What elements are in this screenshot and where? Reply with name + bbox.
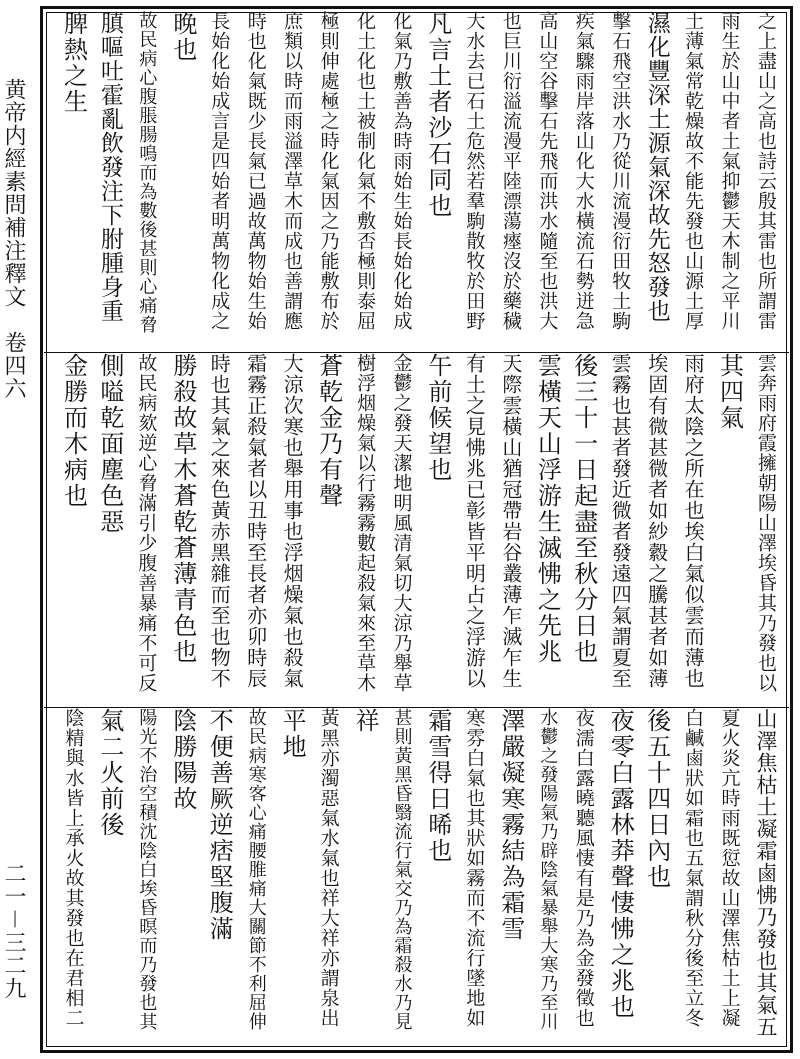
text-column: 金鬱之發天潔地明風清氣切大涼乃舉草 [390, 353, 413, 693]
text-panel-bottom [46, 708, 787, 1046]
text-column: 有土之見怫兆已彰皆平明占之浮游以 [462, 353, 487, 689]
text-column: 黃黑亦濁惡氣水氣也祥大祥亦謂泉出 [317, 708, 340, 1028]
text-column: 金勝而木病也 [59, 353, 88, 509]
text-column: 大水去已石土危然若羣駒散牧於田野 [463, 11, 486, 331]
text-column: 疾氣驟雨岸落山化大水橫流石勢迸急 [572, 11, 595, 331]
text-column: 雲霧也甚者發近微者發遠四氣謂夏至 [608, 353, 633, 689]
text-column: 天際雲橫山猶冠帶岩谷叢薄乍滅乍生 [498, 353, 523, 689]
text-column: 陰精與水皆上承火故其發也在君相二 [62, 708, 85, 1028]
text-column: 大涼次寒也舉用事也浮烟燥氣也殺氣 [280, 353, 305, 689]
text-column: 後五十四日內也 [642, 708, 671, 890]
text-column: 霜雪得日晞也 [423, 708, 452, 864]
text-column: 高山空谷擊石先飛而洪水隨至也洪大 [536, 11, 559, 331]
text-column: 庶類以時而雨溢澤草木而成也善謂應 [281, 11, 304, 331]
text-column: 雲橫天山浮游生滅怫之先兆 [533, 353, 562, 665]
text-column: 故民病心腹脹腸鳴而為數後甚則心痛脅 [136, 11, 158, 334]
text-column: 極則伸處極之時化氣因之乃能敷布於 [317, 11, 340, 331]
text-column: 側嗌乾面塵色惡 [95, 353, 124, 535]
text-column: 祥 [351, 708, 380, 734]
text-column: 夜濡白露曉聽風悽有是乃為金發徵也 [572, 708, 595, 1028]
text-column: 夜零白露林莽聲悽怫之兆也 [606, 708, 635, 1020]
text-column: 之上盡山之高也詩云殷其雷也所謂雷 [755, 11, 777, 331]
text-column: 故民病欬逆心脅滿引少腹善暴痛不可反 [135, 353, 158, 693]
text-column: 埃固有微甚微者如紗縠之騰甚者如薄 [644, 353, 669, 689]
text-column: 山澤焦枯土凝霜鹵怫乃發也其氣五 [754, 708, 778, 1038]
text-column: 氣二火前後 [95, 708, 124, 838]
text-column: 蒼乾金乃有聲 [314, 353, 343, 509]
text-panel-top [46, 11, 787, 351]
text-column: 雨生於山中者土氣抑鬱天木制之平川 [718, 11, 741, 331]
text-column: 也巨川衍溢流漫平陸漂蕩瘞沒於藥穢 [499, 11, 522, 331]
text-column: 化土化也土被制化氣不敷否極則泰屈 [354, 11, 377, 331]
text-column: 晚也 [168, 11, 197, 63]
text-column: 澤嚴凝寒霧結為霜雪 [496, 708, 525, 942]
side-page-number: 二一－三二九 [1, 862, 26, 1001]
text-column: 陰勝陽故 [168, 708, 197, 812]
text-panel-middle [46, 353, 787, 706]
text-column: 擊石飛空洪水乃從川流漫衍田牧土駒 [609, 11, 632, 331]
text-column: 雲奔雨府霞擁朝陽山澤埃昏其乃發也以 [755, 353, 777, 693]
text-column: 午前候望也 [423, 353, 452, 483]
text-column: 凡言土者沙石同也 [423, 11, 452, 219]
text-column: 化氣乃敷善為時雨始生始長始化始成 [390, 11, 413, 331]
text-column: 霜霧正殺氣者以丑時至長者亦卯時辰 [243, 353, 268, 689]
side-title: 黄帝内經素問補注釋文 卷四六 [1, 78, 26, 400]
text-column: 䐜嘔吐霍亂飲發注下胕腫身重 [96, 11, 123, 323]
text-column: 濕化豐深土源氣深故先怒發也 [643, 11, 670, 323]
text-column: 時也化氣既少長氣已過故萬物始生始 [244, 11, 267, 331]
text-column: 夏火炎亢時雨既愆故山澤焦枯土上凝 [718, 708, 741, 1028]
text-column: 白鹹鹵狀如霜也五氣謂秋分後至立冬 [682, 708, 705, 1028]
text-column: 甚則黃黑昏翳流行氣交乃為霜殺水乃見 [391, 708, 413, 1031]
text-column: 陽光不治空積沈陰白埃昏暝而乃發也其 [136, 708, 158, 1031]
text-column: 脾熱之生 [59, 11, 88, 115]
text-column: 寒雰白氣也其狀如霧而不流行墜地如 [463, 708, 486, 1028]
text-column: 水鬱之發陽氣乃辟陰氣暴舉大寒乃至川 [537, 708, 559, 1031]
text-column: 時也其氣之來色黃赤黑雜而至也物不 [207, 353, 232, 689]
text-column: 土薄氣常乾燥故不能先發也山源土厚 [682, 11, 705, 331]
text-column: 故民病寒客心痛腰脽痛大關節不利屈伸 [245, 708, 267, 1031]
text-column: 不便善厥逆痞堅腹滿 [205, 708, 234, 942]
text-column: 其四氣 [715, 353, 744, 431]
text-column: 後三十一日起盡至秋分日也 [569, 353, 598, 665]
text-column: 勝殺故草木蒼乾蒼薄青色也 [168, 353, 197, 665]
text-column: 長始化始成言是四始者明萬物化成之 [208, 11, 231, 331]
text-column: 平地 [278, 708, 307, 760]
text-column: 樹浮烟燥氣以行霧霧數起殺氣來至草木 [354, 353, 377, 693]
text-column: 雨府太陰之所在也埃白氣似雲而薄也 [681, 353, 706, 689]
